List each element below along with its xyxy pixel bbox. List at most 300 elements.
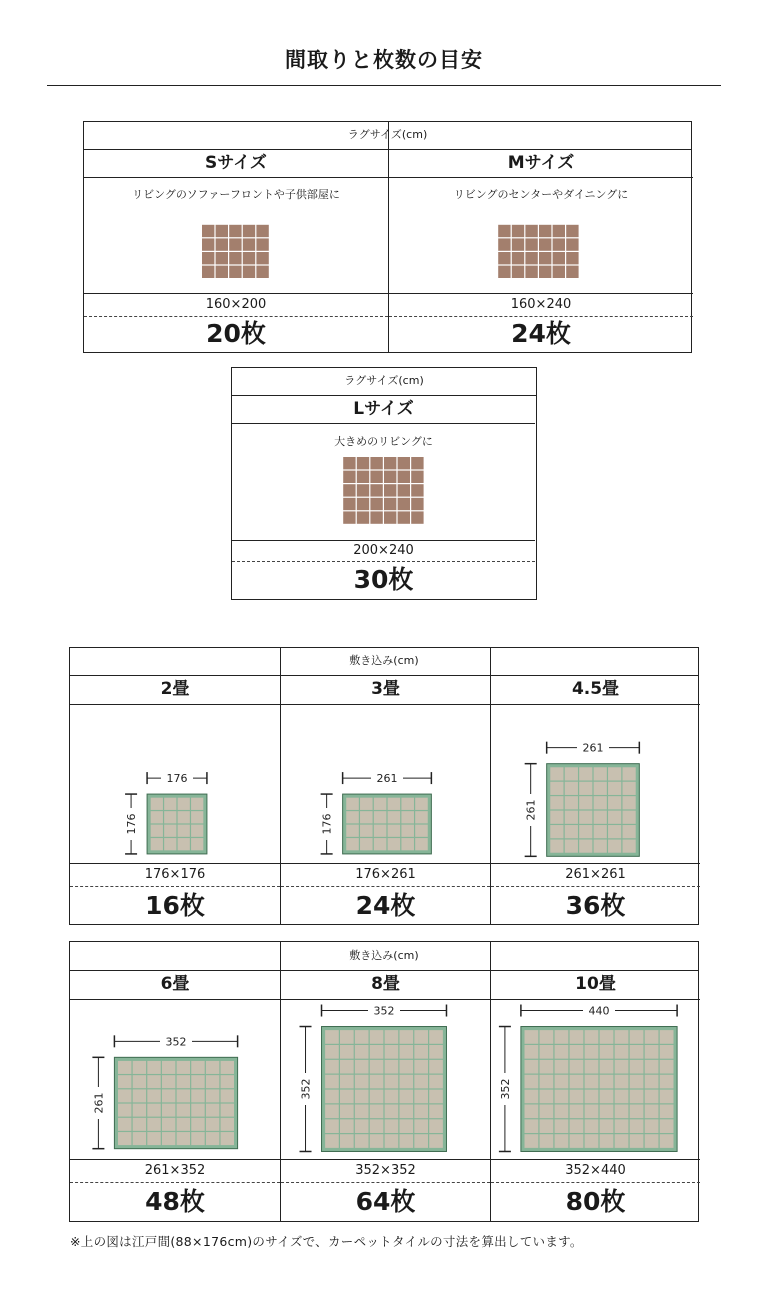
carpet-tile [645,1045,659,1059]
carpet-tile [600,1045,614,1059]
carpet-tile [191,1061,204,1074]
carpet-tile [540,1060,554,1074]
rug-tile [357,471,369,483]
carpet-tile [221,1132,234,1145]
rug-tile [229,252,241,264]
rug-tile [370,471,382,483]
carpet-tile [630,1060,644,1074]
carpet-tile [429,1060,443,1074]
rug-tile [512,266,524,278]
rug-tile [398,471,410,483]
carpet-tile [164,811,176,823]
carpet-tile [540,1134,554,1148]
carpet-tile [594,796,607,809]
size-label: 4.5畳 [491,676,700,705]
carpet-tile [414,1104,428,1118]
carpet-tile [579,839,592,852]
carpet-tile [178,798,190,810]
rug-tile [398,457,410,469]
carpet-tile [177,1118,190,1131]
carpet-tile [630,1134,644,1148]
carpet-tile [162,1132,175,1145]
carpet-tile [525,1075,539,1089]
carpet-tile [429,1030,443,1044]
carpet-tile [600,1075,614,1089]
carpet-tile [385,1075,399,1089]
carpet-tile [550,767,563,780]
carpet-tile [399,1104,413,1118]
carpet-tile [388,838,401,850]
rug-tile [498,266,510,278]
carpet-tile [615,1075,629,1089]
rug-tile [512,225,524,237]
rug-tile [525,266,537,278]
carpet-tile [615,1134,629,1148]
carpet-tile [594,811,607,824]
rug-tile [539,225,551,237]
carpet-tile [355,1134,369,1148]
height-dimension-label: 352 [299,1078,313,1100]
rug-tile [384,484,396,496]
carpet-tile [133,1089,146,1102]
rug-tile [384,471,396,483]
carpet-tile [340,1104,354,1118]
carpet-tile [414,1134,428,1148]
rug-tile [202,252,214,264]
carpet-tile [565,839,578,852]
rug-tile [411,511,423,523]
rug-tile [398,511,410,523]
carpet-tile [415,825,428,837]
carpet-tile [550,839,563,852]
rug-tile [566,266,578,278]
carpet-tile [600,1060,614,1074]
carpet-tile [645,1104,659,1118]
rug-tile [525,225,537,237]
carpet-tile [645,1030,659,1044]
carpet-tile [630,1104,644,1118]
carpet-tile [340,1060,354,1074]
carpet-tile [579,811,592,824]
size-label: 3畳 [281,676,490,705]
carpet-tile [360,811,373,823]
rug-tile [398,498,410,510]
carpet-tile [206,1118,219,1131]
carpet-tile [570,1060,584,1074]
tile-count: 80枚 [565,1187,626,1216]
carpet-tile [162,1075,175,1088]
carpet-tile [206,1075,219,1088]
carpet-tile [525,1104,539,1118]
carpet-tile [615,1030,629,1044]
rug-tile [539,266,551,278]
carpet-tile [118,1089,131,1102]
rug-tile [357,498,369,510]
rug-tile [229,225,241,237]
carpet-tile [645,1090,659,1104]
rug-tile [357,484,369,496]
carpet-tile [525,1134,539,1148]
carpet-tile [221,1061,234,1074]
dimension-label: 176×261 [281,863,490,887]
carpet-tile [429,1119,443,1133]
carpet-tile [579,825,592,838]
carpet-tile [550,825,563,838]
carpet-tile [615,1060,629,1074]
carpet-tile [401,798,414,810]
carpet-tile [585,1030,599,1044]
carpet-tile [630,1119,644,1133]
rug-tile [343,457,355,469]
carpet-tile [399,1134,413,1148]
carpet-tile [151,825,163,837]
rug-tile [256,238,268,250]
carpet-tile [164,825,176,837]
carpet-tile [570,1045,584,1059]
carpet-tile [600,1090,614,1104]
carpet-tile [370,1045,384,1059]
rug-tile [216,252,228,264]
carpet-tile [177,1132,190,1145]
carpet-tile [355,1030,369,1044]
carpet-tile [162,1061,175,1074]
carpet-tile [415,811,428,823]
width-dimension-label: 261 [582,741,604,755]
rug-tile [553,225,565,237]
carpet-tile [191,825,203,837]
tile-count: 24枚 [355,891,416,920]
carpet-tile [118,1132,131,1145]
rug-tile [370,484,382,496]
carpet-tile [206,1061,219,1074]
carpet-tile [221,1104,234,1117]
carpet-tile [414,1060,428,1074]
carpet-tile [660,1030,674,1044]
carpet-tile [401,825,414,837]
table-header: 敷き込み(cm) [70,942,698,971]
carpet-tile [550,782,563,795]
carpet-tile [600,1119,614,1133]
rug-tile [566,225,578,237]
carpet-tile [525,1090,539,1104]
carpet-tile [622,811,635,824]
carpet-tile [370,1075,384,1089]
carpet-tile [346,838,359,850]
dimension-label: 160×240 [389,293,693,317]
room-col-10jo [490,942,700,1221]
carpet-tile [414,1090,428,1104]
carpet-tile [660,1134,674,1148]
rug-tile [498,252,510,264]
room-col-3jo [280,648,490,924]
carpet-tile [206,1089,219,1102]
carpet-tile [570,1075,584,1089]
carpet-tile [221,1118,234,1131]
carpet-tile [147,1118,160,1131]
carpet-tile [162,1089,175,1102]
carpet-tile [206,1132,219,1145]
carpet-tile [346,825,359,837]
carpet-tile [622,782,635,795]
carpet-tile [429,1134,443,1148]
rug-tile [370,511,382,523]
rug-tile [525,238,537,250]
carpet-tile [355,1045,369,1059]
width-dimension-label: 261 [376,772,398,786]
carpet-tile [340,1134,354,1148]
rug-tile [243,266,255,278]
rug-tile [343,471,355,483]
table-header: ラグサイズ(cm) [232,368,536,396]
rug-tile [343,484,355,496]
rug-tile [243,252,255,264]
carpet-tile [399,1060,413,1074]
rug-tile [357,511,369,523]
carpet-tile [594,782,607,795]
rug-tile [411,457,423,469]
carpet-tile [399,1075,413,1089]
carpet-tile [594,825,607,838]
carpet-tile [585,1119,599,1133]
carpet-tile [385,1119,399,1133]
carpet-tile [570,1104,584,1118]
carpet-tile [630,1090,644,1104]
carpet-tile [565,782,578,795]
carpet-tile [346,798,359,810]
size-label: 2畳 [70,676,280,705]
dimension-label: 176×176 [70,863,280,887]
carpet-tile [540,1030,554,1044]
carpet-tile [221,1089,234,1102]
tile-count: 36枚 [565,891,626,920]
carpet-tile [579,782,592,795]
carpet-tile [370,1060,384,1074]
carpet-tile [579,767,592,780]
size-description: 大きめのリビングに [334,435,433,448]
carpet-tile [151,798,163,810]
carpet-tile [191,811,203,823]
rug-size-table-sm [83,121,692,353]
carpet-tile [645,1134,659,1148]
table-header: 敷き込み(cm) [70,648,698,676]
carpet-tile [388,825,401,837]
tile-count: 30枚 [353,565,414,594]
rug-tile [202,238,214,250]
carpet-tile [565,825,578,838]
rug-tile [202,266,214,278]
carpet-tile [133,1118,146,1131]
carpet-tile [555,1090,569,1104]
carpet-tile [221,1075,234,1088]
carpet-tile [191,1104,204,1117]
carpet-tile [178,825,190,837]
carpet-tile [600,1134,614,1148]
carpet-tile [401,811,414,823]
carpet-tile [660,1045,674,1059]
carpet-tile [340,1075,354,1089]
rug-tile [398,484,410,496]
carpet-tile [191,838,203,850]
carpet-tile [630,1075,644,1089]
size-label: Mサイズ [389,150,693,178]
carpet-tile [388,798,401,810]
carpet-tile [340,1030,354,1044]
carpet-tile [360,838,373,850]
carpet-tile [579,796,592,809]
height-dimension-label: 352 [498,1078,512,1100]
size-label: Lサイズ [232,396,535,424]
carpet-tile [340,1119,354,1133]
carpet-tile [414,1075,428,1089]
carpet-tile [385,1090,399,1104]
carpet-tile [600,1030,614,1044]
rug-tile [411,471,423,483]
dimension-label: 352×352 [281,1159,490,1183]
carpet-tile [608,825,621,838]
carpet-tile [370,1134,384,1148]
dimension-label: 261×352 [70,1159,280,1183]
carpet-tile [325,1119,339,1133]
carpet-tile [178,838,190,850]
rug-tile [370,498,382,510]
rug-tile [553,238,565,250]
carpet-tile [385,1030,399,1044]
rug-tile [553,266,565,278]
carpet-tile [355,1060,369,1074]
tile-count: 24枚 [511,319,571,348]
carpet-tile [191,798,203,810]
carpet-tile [600,1104,614,1118]
carpet-tile [191,1075,204,1088]
rug-tile [539,252,551,264]
carpet-tile [178,811,190,823]
carpet-tile [429,1075,443,1089]
carpet-tile [374,838,387,850]
carpet-tile [615,1104,629,1118]
rug-tile [512,238,524,250]
carpet-tile [550,811,563,824]
carpet-tile [525,1060,539,1074]
carpet-tile [325,1045,339,1059]
size-label: 10畳 [491,971,700,1000]
carpet-tile [615,1045,629,1059]
carpet-tile [370,1104,384,1118]
table-header: ラグサイズ(cm) [84,122,691,150]
carpet-tile [555,1119,569,1133]
carpet-tile [570,1090,584,1104]
carpet-tile [401,838,414,850]
carpet-tile [565,796,578,809]
carpet-tile [540,1045,554,1059]
carpet-tile [594,767,607,780]
carpet-tile [177,1089,190,1102]
carpet-tile [608,782,621,795]
carpet-tile [615,1119,629,1133]
carpet-tile [374,811,387,823]
carpet-tile [415,798,428,810]
carpet-tile [660,1119,674,1133]
carpet-tile [370,1090,384,1104]
tile-count: 64枚 [355,1187,416,1216]
rug-tile [566,238,578,250]
carpet-tile [540,1104,554,1118]
rug-col-m [388,122,693,352]
rug-tile [256,225,268,237]
carpet-tile [325,1060,339,1074]
carpet-tile [570,1134,584,1148]
carpet-tile [388,811,401,823]
carpet-tile [585,1134,599,1148]
size-label: 6畳 [70,971,280,1000]
carpet-tile [177,1061,190,1074]
carpet-tile [177,1104,190,1117]
carpet-tile [429,1045,443,1059]
carpet-tile [164,798,176,810]
page-title: 間取りと枚数の目安 [285,48,483,72]
rug-size-table-l [231,367,537,600]
rug-tile [229,266,241,278]
carpet-tile [147,1132,160,1145]
tile-count: 20枚 [206,319,266,348]
carpet-tile [594,839,607,852]
carpet-tile [660,1075,674,1089]
carpet-tile [540,1075,554,1089]
carpet-tile [608,767,621,780]
carpet-tile [555,1045,569,1059]
size-label: 8畳 [281,971,490,1000]
carpet-tile [645,1075,659,1089]
tile-count: 16枚 [145,891,205,920]
rug-tile [539,238,551,250]
rug-tile [216,238,228,250]
tile-count: 48枚 [145,1187,205,1216]
rug-tile [512,252,524,264]
carpet-tile [164,838,176,850]
carpet-tile [645,1060,659,1074]
carpet-tile [399,1090,413,1104]
carpet-tile [540,1119,554,1133]
width-dimension-label: 352 [165,1035,187,1049]
carpet-tile [660,1104,674,1118]
rug-tile [243,238,255,250]
carpet-tile [191,1132,204,1145]
carpet-tile [133,1061,146,1074]
carpet-tile [570,1119,584,1133]
rug-tile [256,266,268,278]
carpet-tile [147,1075,160,1088]
carpet-tile [151,838,163,850]
carpet-tile [415,838,428,850]
rug-tile [411,484,423,496]
carpet-tile [191,1089,204,1102]
carpet-tile [355,1090,369,1104]
rug-tile [216,266,228,278]
room-col-4-5jo [490,648,700,924]
carpet-tile [206,1104,219,1117]
carpet-tile [325,1134,339,1148]
carpet-tile [429,1104,443,1118]
size-description: リビングのセンターやダイニングに [453,188,629,201]
carpet-tile [355,1119,369,1133]
carpet-tile [525,1119,539,1133]
rug-tile [384,511,396,523]
rug-tile [411,498,423,510]
rug-tile [343,511,355,523]
carpet-tile [608,811,621,824]
rug-tile [384,457,396,469]
rug-tile [256,252,268,264]
carpet-tile [346,811,359,823]
